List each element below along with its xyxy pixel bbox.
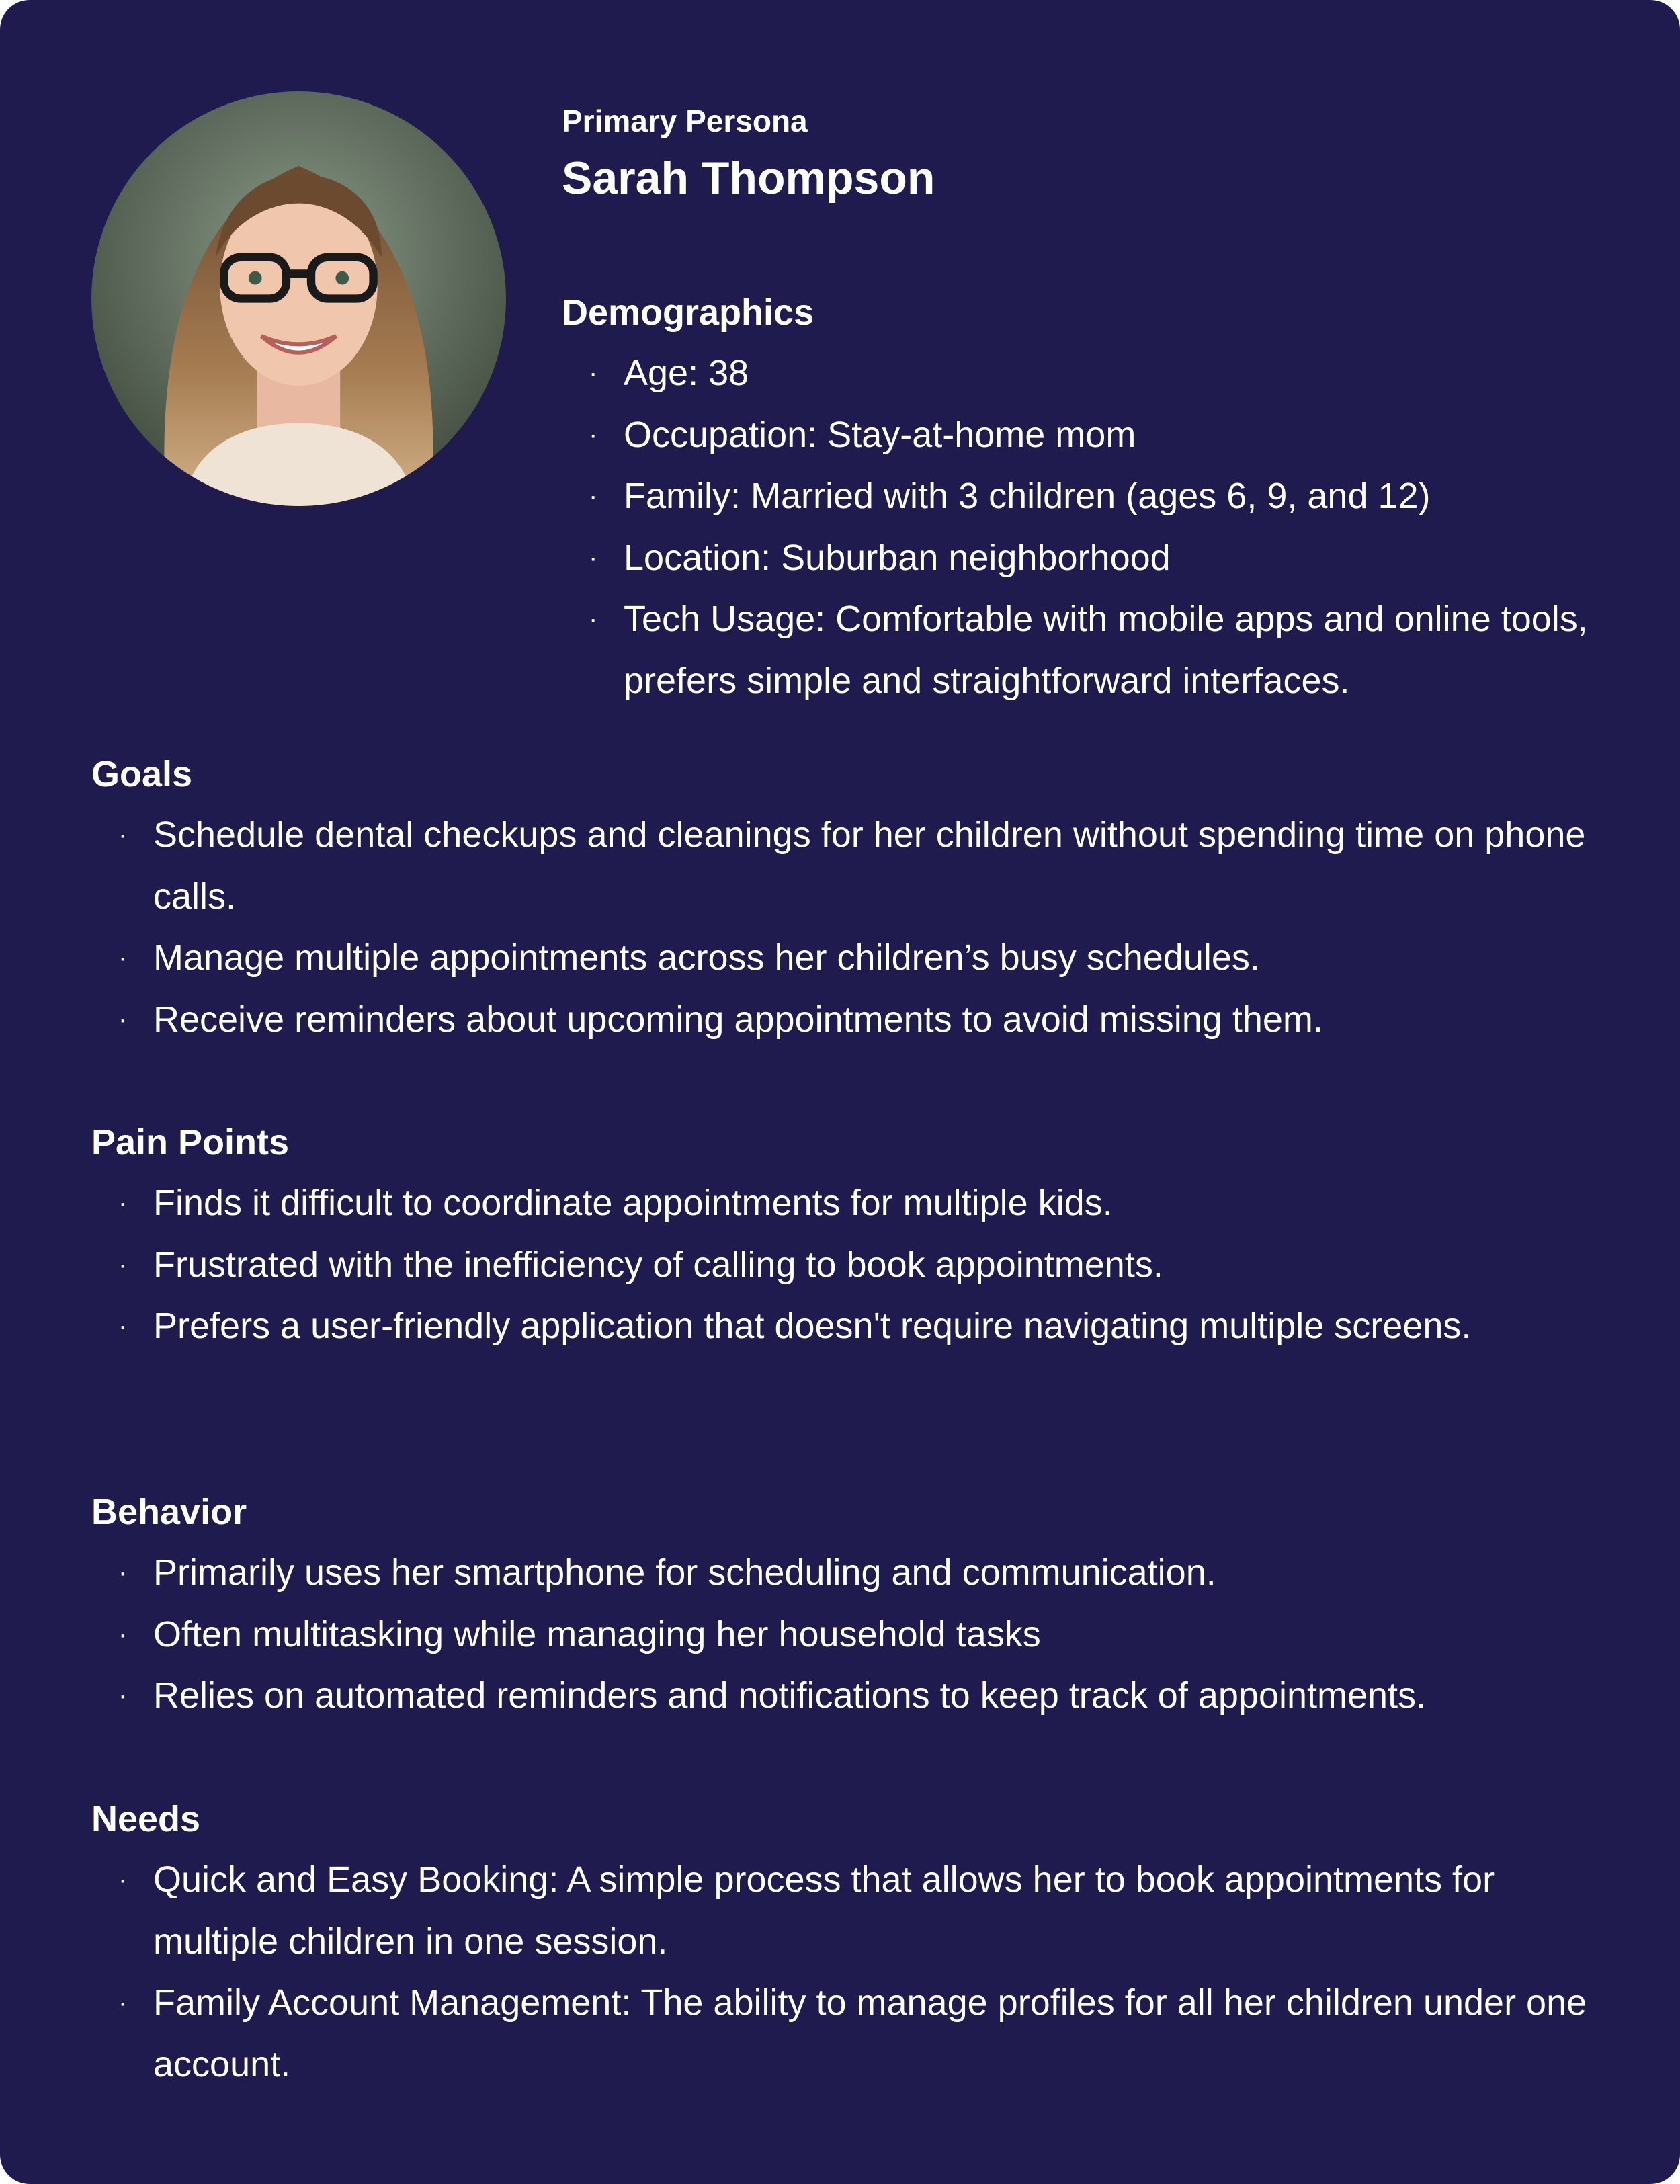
list-item: · Family Account Management: The ability to manage profiles for all her children under one account. bbox=[91, 1972, 1603, 2095]
list-item: · Schedule dental checkups and cleanings for her children without spending time on phone calls. bbox=[91, 804, 1603, 927]
persona-label: Primary Persona bbox=[562, 103, 808, 138]
section-title-goals: Goals bbox=[91, 754, 193, 794]
bullet-icon: · bbox=[118, 1865, 128, 1894]
section-title-needs: Needs bbox=[91, 1799, 201, 1839]
bullet-icon: · bbox=[589, 358, 598, 388]
bullet-icon: · bbox=[118, 1619, 128, 1649]
list-item: · Relies on automated reminders and notifications to keep track of appointments. bbox=[91, 1665, 1603, 1727]
bullet-icon: · bbox=[118, 943, 128, 972]
list-item: · Tech Usage: Comfortable with mobile apps and online tools, prefers simple and straightforward interfaces. bbox=[562, 589, 1610, 712]
behavior-section bbox=[91, 1482, 1603, 1727]
behavior-list bbox=[91, 1542, 1603, 1727]
persona-name: Sarah Thompson bbox=[562, 153, 935, 204]
bullet-icon: · bbox=[118, 1558, 128, 1587]
list-item: · Age: 38 bbox=[562, 343, 1610, 405]
list-item: · Manage multiple appointments across her children’s busy schedules. bbox=[91, 927, 1603, 989]
bullet-icon: · bbox=[589, 542, 598, 573]
bullet-icon: · bbox=[118, 820, 128, 849]
bullet-icon: · bbox=[589, 419, 598, 450]
section-title-demographics: Demographics bbox=[562, 292, 814, 333]
persona-header bbox=[562, 94, 1610, 208]
demographics-list bbox=[562, 343, 1610, 712]
demographics-section bbox=[562, 282, 1610, 712]
list-item: · Finds it difficult to coordinate appointments for multiple kids. bbox=[91, 1173, 1603, 1234]
pain-points-section bbox=[91, 1112, 1603, 1357]
needs-section bbox=[91, 1789, 1603, 2095]
goals-list bbox=[91, 804, 1603, 1050]
goals-section bbox=[91, 744, 1603, 1050]
bullet-icon: · bbox=[118, 1004, 128, 1034]
list-item: · Primarily uses her smartphone for scheduling and communication. bbox=[91, 1542, 1603, 1604]
bullet-icon: · bbox=[589, 481, 598, 511]
portrait-photo-icon bbox=[91, 91, 506, 506]
list-item: · Frustrated with the inefficiency of calling to book appointments. bbox=[91, 1234, 1603, 1296]
list-item: · Prefers a user-friendly application that doesn't require navigating multiple screens. bbox=[91, 1296, 1603, 1357]
bullet-icon: · bbox=[118, 1249, 128, 1279]
avatar bbox=[91, 91, 506, 506]
list-item: · Quick and Easy Booking: A simple process that allows her to book appointments for multiple children in one session. bbox=[91, 1849, 1603, 1972]
list-item: · Family: Married with 3 children (ages 6, 9, and 12) bbox=[562, 466, 1610, 528]
list-item: · Receive reminders about upcoming appointments to avoid missing them. bbox=[91, 989, 1603, 1051]
bullet-icon: · bbox=[118, 1188, 128, 1218]
bullet-icon: · bbox=[118, 1311, 128, 1341]
list-item: · Location: Suburban neighborhood bbox=[562, 528, 1610, 589]
needs-list bbox=[91, 1849, 1603, 2095]
list-item: · Occupation: Stay-at-home mom bbox=[562, 405, 1610, 466]
list-item: · Often multitasking while managing her household tasks bbox=[91, 1604, 1603, 1666]
bullet-icon: · bbox=[589, 604, 598, 634]
section-title-behavior: Behavior bbox=[91, 1492, 247, 1532]
pain-points-list bbox=[91, 1173, 1603, 1357]
bullet-icon: · bbox=[118, 1988, 128, 2017]
bullet-icon: · bbox=[118, 1681, 128, 1710]
section-title-pain-points: Pain Points bbox=[91, 1122, 290, 1163]
